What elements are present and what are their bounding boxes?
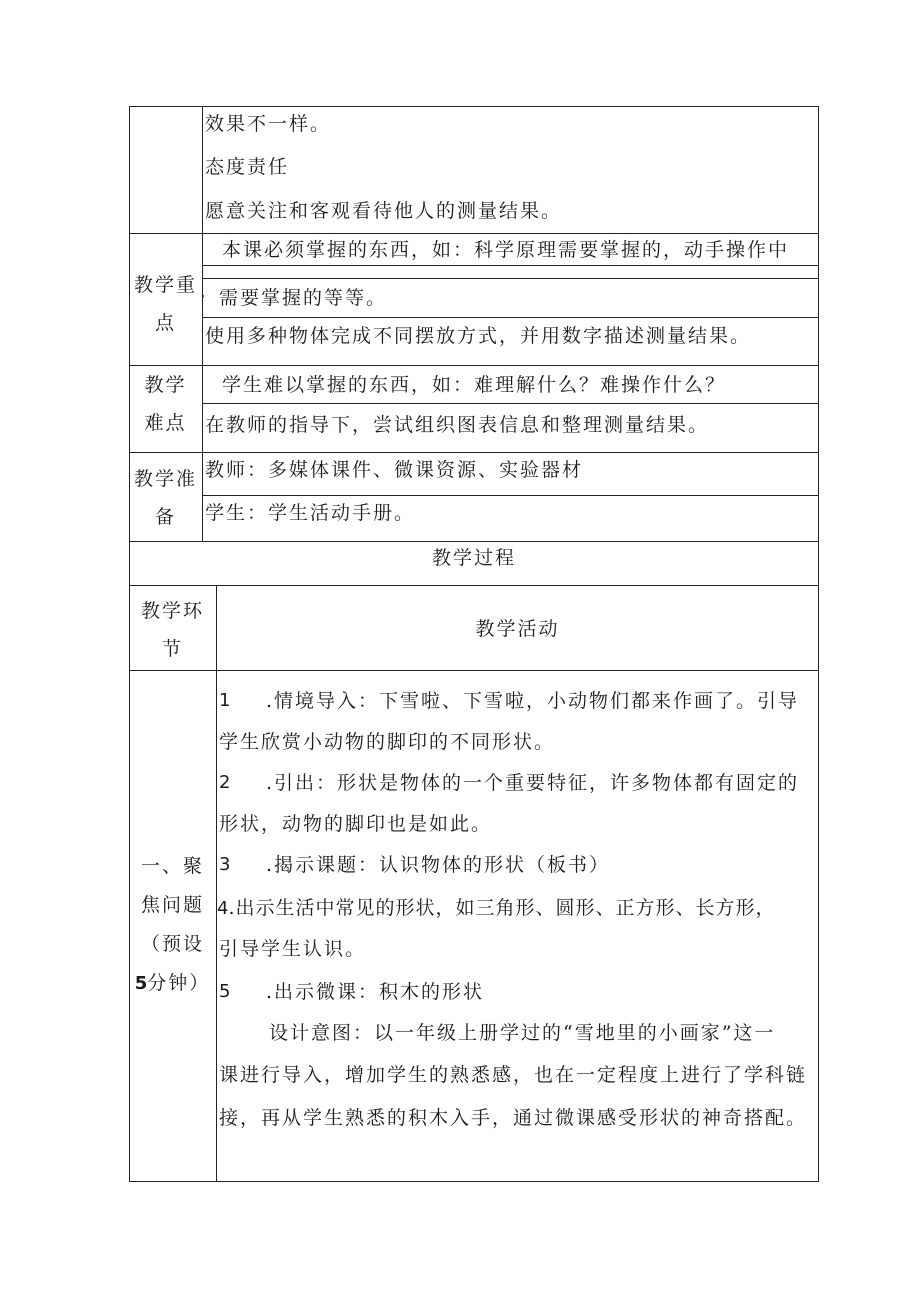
design-intent-line2: 课进行导入，增加学生的熟悉感，也在一定程度上进行了学科链 bbox=[219, 1064, 808, 1086]
lower-column-divider bbox=[216, 585, 217, 1182]
item-5-text: .出示微课：积木的形状 bbox=[266, 981, 485, 1003]
item-5-number: 5 bbox=[219, 981, 231, 1002]
divider-after-difficulties bbox=[129, 452, 819, 453]
key-points-label-line2: 点 bbox=[154, 312, 176, 334]
stage1-label-minutes: 5 bbox=[134, 973, 148, 994]
activity-column-header: 教学活动 bbox=[475, 618, 560, 640]
item-1-continuation: 学生欣赏小动物的脚印的不同形状。 bbox=[219, 731, 556, 753]
stage1-label-line4-rest: 分钟） bbox=[147, 972, 211, 994]
divider-difficulties-r1 bbox=[202, 403, 819, 404]
key-points-row2-mark: ， bbox=[201, 285, 214, 299]
stage1-label bbox=[129, 847, 216, 1003]
divider-keypoints-r1b bbox=[202, 278, 819, 279]
stage-column-header bbox=[129, 592, 216, 668]
top-line-3: 愿意关注和客观看待他人的测量结果。 bbox=[205, 200, 563, 222]
divider-after-preparation bbox=[129, 541, 819, 542]
key-points-row1: 本课必须掌握的东西，如：科学原理需要掌握的，动手操作中 bbox=[222, 239, 790, 261]
divider-keypoints-r2 bbox=[202, 317, 819, 318]
design-intent-line3: 接，再从学生熟悉的积木入手，通过微课感受形状的神奇搭配。 bbox=[219, 1107, 808, 1129]
difficulties-row2: 在教师的指导下，尝试组织图表信息和整理测量结果。 bbox=[205, 414, 710, 436]
preparation-teacher: 教师：多媒体课件、微课资源、实验器材 bbox=[205, 459, 584, 481]
divider-after-header bbox=[129, 670, 819, 671]
difficulties-label-line1: 教学 bbox=[144, 374, 187, 396]
item-4-text: .出示生活中常见的形状，如三角形、圆形、正方形、长方形， bbox=[228, 897, 776, 919]
table-border-bottom bbox=[129, 1181, 819, 1182]
stage1-label-line3: （预设 bbox=[140, 933, 204, 955]
preparation-label bbox=[129, 460, 202, 536]
stage-column-header-line1: 教学环 bbox=[140, 600, 204, 622]
item-2-continuation: 形状，动物的脚印也是如此。 bbox=[219, 813, 493, 835]
preparation-student: 学生：学生活动手册。 bbox=[205, 502, 416, 524]
divider-after-keypoints bbox=[129, 365, 819, 366]
table-border-top bbox=[129, 106, 819, 107]
item-2-number: 2 bbox=[219, 772, 231, 793]
stage1-label-line2: 焦问题 bbox=[140, 894, 204, 916]
stage1-label-line4 bbox=[129, 964, 216, 1003]
item-3-number: 3 bbox=[219, 854, 231, 875]
key-points-row2: 需要掌握的等等。 bbox=[219, 287, 388, 309]
divider-preparation-r1 bbox=[202, 495, 819, 496]
key-points-label bbox=[129, 266, 202, 342]
key-points-row3: 使用多种物体完成不同摆放方式，并用数字描述测量结果。 bbox=[205, 325, 752, 347]
top-line-1: 效果不一样。 bbox=[205, 113, 332, 135]
key-points-label-line1: 教学重 bbox=[133, 274, 197, 296]
design-intent-line1: 设计意图：以一年级上册学过的“雪地里的小画家”这一 bbox=[269, 1022, 776, 1044]
item-4-continuation: 引导学生认识。 bbox=[219, 938, 367, 960]
item-2-text: .引出：形状是物体的一个重要特征，许多物体都有固定的 bbox=[266, 772, 800, 794]
item-1-number: 1 bbox=[219, 690, 231, 711]
divider-after-process-title bbox=[129, 585, 819, 586]
difficulties-label-line2: 难点 bbox=[144, 412, 187, 434]
process-title: 教学过程 bbox=[431, 547, 516, 569]
difficulties-label bbox=[129, 366, 202, 442]
top-line-2: 态度责任 bbox=[205, 156, 290, 178]
preparation-label-line2: 备 bbox=[154, 506, 176, 528]
divider-keypoints-r1 bbox=[202, 265, 819, 266]
preparation-label-line1: 教学准 bbox=[133, 468, 197, 490]
item-1-text: .情境导入：下雪啦、下雪啦，小动物们都来作画了。引导 bbox=[266, 690, 800, 712]
divider-after-top bbox=[129, 233, 819, 234]
item-3-text: .揭示课题：认识物体的形状（板书） bbox=[266, 854, 611, 876]
upper-column-divider bbox=[202, 106, 203, 541]
difficulties-row1: 学生难以掌握的东西，如：难理解什么？难操作什么？ bbox=[222, 374, 727, 396]
stage-column-header-line2: 节 bbox=[161, 638, 183, 660]
table-border-right bbox=[818, 106, 819, 1182]
stage1-label-line1: 一、聚 bbox=[140, 855, 204, 877]
item-4-number: 4 bbox=[217, 898, 229, 919]
item-4-line bbox=[217, 896, 776, 921]
